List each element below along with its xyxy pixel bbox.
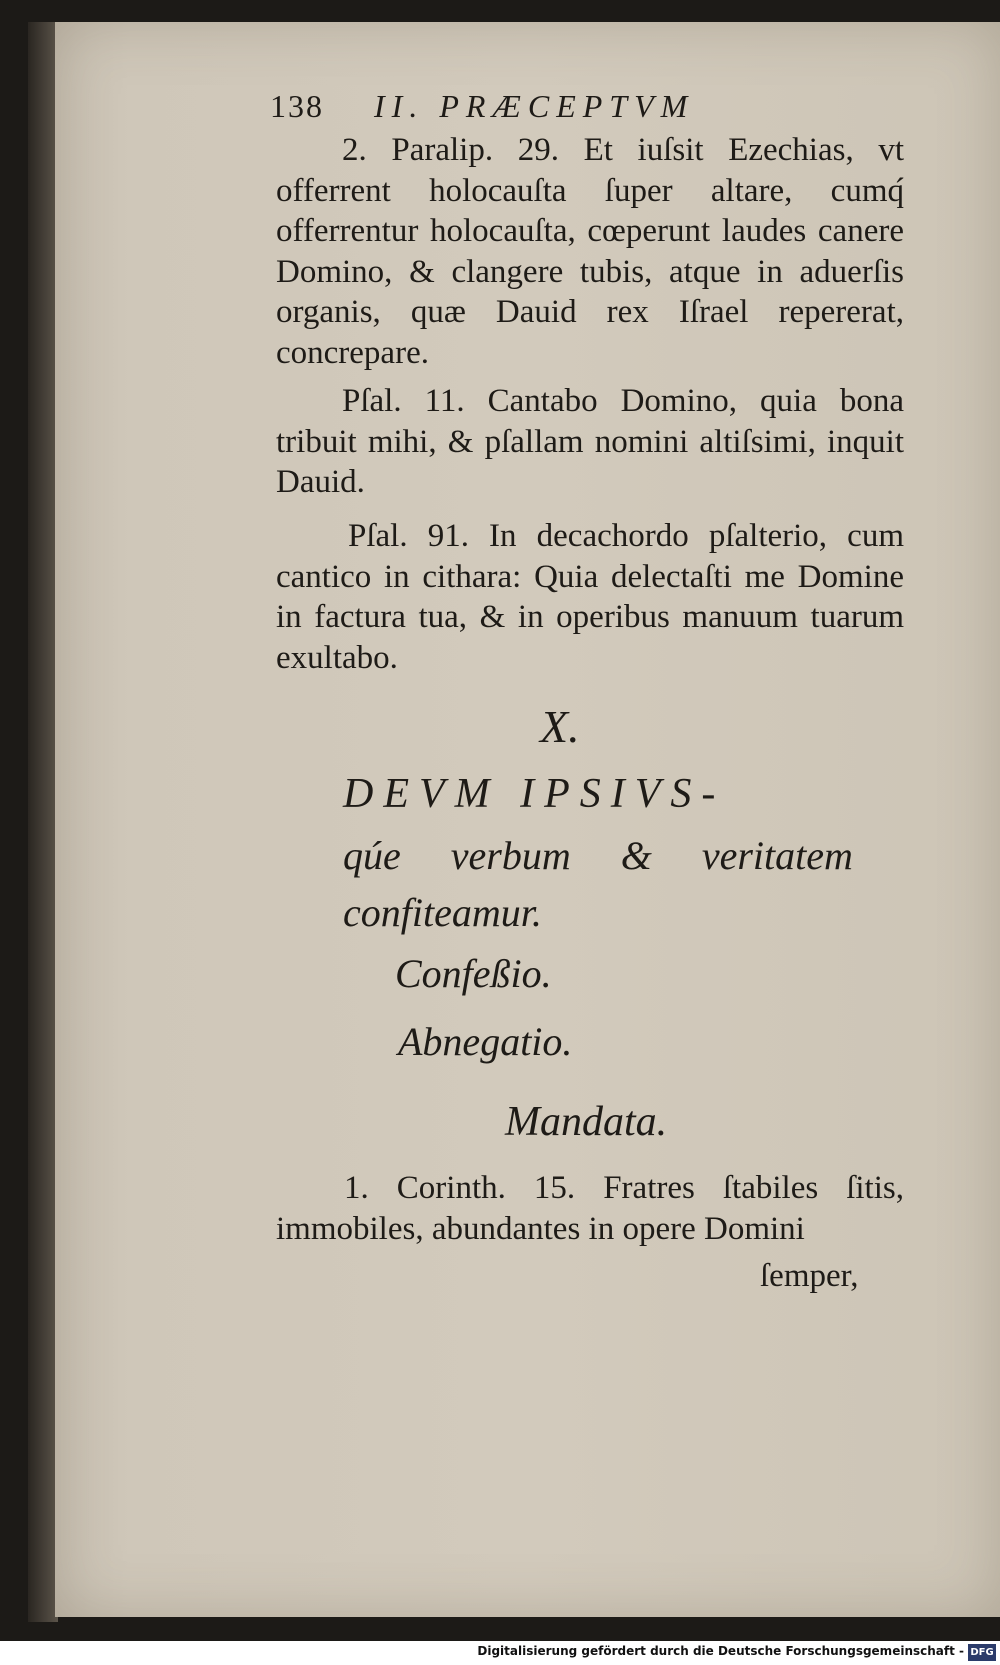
section-title-line-1: DEVM IPSIVS- (343, 771, 726, 817)
paragraph-psal-91: Pſal. 91. In decachordo pſalterio, cum cantico in cithara: Quia delectaſti me Domine in factura tua, & in operibus manuum tuarum exultabo. (276, 518, 904, 676)
page-number: 138 (270, 88, 324, 124)
section-numeral: X. (540, 701, 580, 752)
paragraph-psal-11: Pſal. 11. Cantabo Domino, quia bona tribuit mihi, & pſallam nomini altiſsimi, inquit Dauid. (276, 383, 904, 500)
footer-bar (0, 1641, 1000, 1665)
subheading-confessio: Confeßio. (395, 951, 552, 996)
catchword: ſemper, (760, 1258, 859, 1294)
footer-credit: Digitalisierung gefördert durch die Deutsche Forschungsgemeinschaft - (477, 1644, 964, 1658)
paragraph-paralip: 2. Paralip. 29. Et iuſsit Ezechias, vt offerrent holocauſta ſuper altare, cumq́ offerrentur holocauſta, cœperunt laudes canere Domino, & clangere tubis, atque in aduerſis organis, quæ Dauid rex Iſrael repererat, concrepare. (276, 132, 904, 371)
section-title-line-3: confiteamur. (343, 890, 542, 935)
page-header (270, 88, 694, 125)
paragraph-corinth: 1. Corinth. 15. Fratres ſtabiles ſitis, immobiles, abundantes in opere Domini (276, 1170, 904, 1247)
page-gutter (28, 22, 58, 1622)
running-title: II. PRÆCEPTVM (374, 88, 695, 124)
section-title-line-2: qúe verbum & veritatem (343, 833, 853, 878)
mandata-heading: Mandata. (505, 1099, 668, 1145)
dfg-logo-icon: DFG (968, 1644, 996, 1661)
subheading-abnegatio: Abnegatio. (398, 1019, 573, 1064)
